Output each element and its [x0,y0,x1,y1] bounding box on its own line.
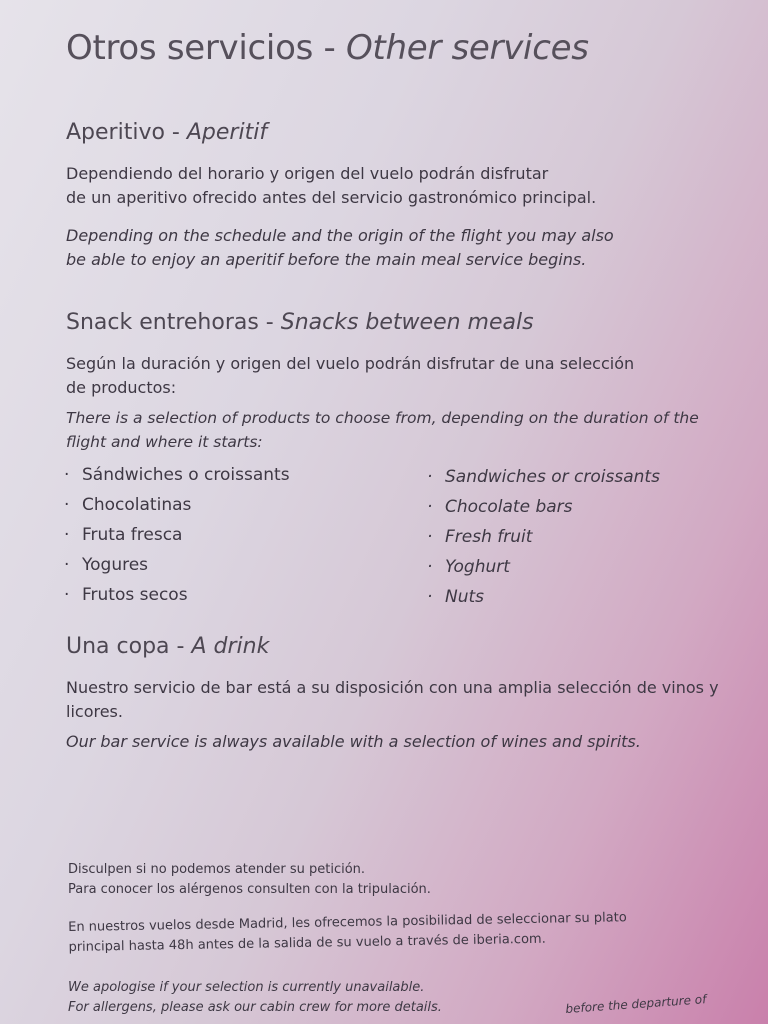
footer-cutoff-text: before the departure of [565,992,707,1016]
text-line: Dependiendo del horario y origen del vuelo podrán disfrutar [66,164,549,183]
heading-es: Aperitivo [66,120,165,145]
text-line: We apologise if your selection is currently unavailable. [68,980,425,995]
section-heading-drink: Una copa - A drink [66,634,270,659]
list-item: · Sandwiches or croissants [427,462,660,492]
list-item: · Nuts [427,582,660,612]
list-item: · Yogures [64,550,290,580]
list-item: · Frutos secos [64,580,290,610]
drink-text-es [66,676,726,724]
page-title [66,28,589,68]
list-item: · Yoghurt [427,552,660,582]
text-line: Para conocer los alérgenos consulten con la tripulación. [68,882,431,897]
section-heading-snacks: Snack entrehoras - Snacks between meals [66,310,534,335]
text-line: Depending on the schedule and the origin of the flight you may also [66,226,614,245]
drink-text-en [66,730,726,754]
title-es: Otros servicios [66,28,313,68]
text-line: Nuestro servicio de bar está a su disposición con una amplia selección de vinos y [66,678,719,697]
list-item: · Fresh fruit [427,522,660,552]
heading-en: Snacks between meals [280,310,534,335]
title-en: Other services [345,28,589,68]
text-line: de productos: [66,378,177,397]
text-line: En nuestros vuelos desde Madrid, les ofrecemos la posibilidad de seleccionar su plato [68,910,627,935]
footer-preselect-es [68,907,709,958]
heading-en: A drink [191,634,270,659]
text-line: Según la duración y origen del vuelo podrán disfrutar de una selección [66,354,635,373]
text-line: principal hasta 48h antes de la salida de su vuelo a través de iberia.com. [68,931,546,955]
text-line: flight and where it starts: [66,433,263,451]
snack-list-es [64,460,290,610]
list-item: · Chocolatinas [64,490,290,520]
text-line: Our bar service is always available with a selection of wines and spirits. [66,732,641,751]
heading-es: Snack entrehoras [66,310,259,335]
section-heading-aperitif: Aperitivo - Aperitif [66,120,268,145]
text-line: There is a selection of products to choose from, depending on the duration of the [66,409,699,427]
snacks-text-es [66,352,726,400]
text-line: de un aperitivo ofrecido antes del servicio gastronómico principal. [66,188,597,207]
text-line: Disculpen si no podemos atender su petición. [68,862,366,877]
title-separator: - [312,28,346,68]
text-line: For allergens, please ask our cabin crew for more details. [68,1000,442,1015]
snacks-text-en [66,406,726,454]
list-item: · Fruta fresca [64,520,290,550]
aperitif-text-es [66,162,726,210]
snack-list-en [427,462,660,612]
text-line: licores. [66,702,123,721]
list-item: · Sándwiches o croissants [64,460,290,490]
footer-notice-es [68,860,708,900]
text-line: be able to enjoy an aperitif before the main meal service begins. [66,250,587,269]
heading-es: Una copa [66,634,170,659]
aperitif-text-en [66,224,726,272]
list-item: · Chocolate bars [427,492,660,522]
heading-en: Aperitif [186,120,268,145]
